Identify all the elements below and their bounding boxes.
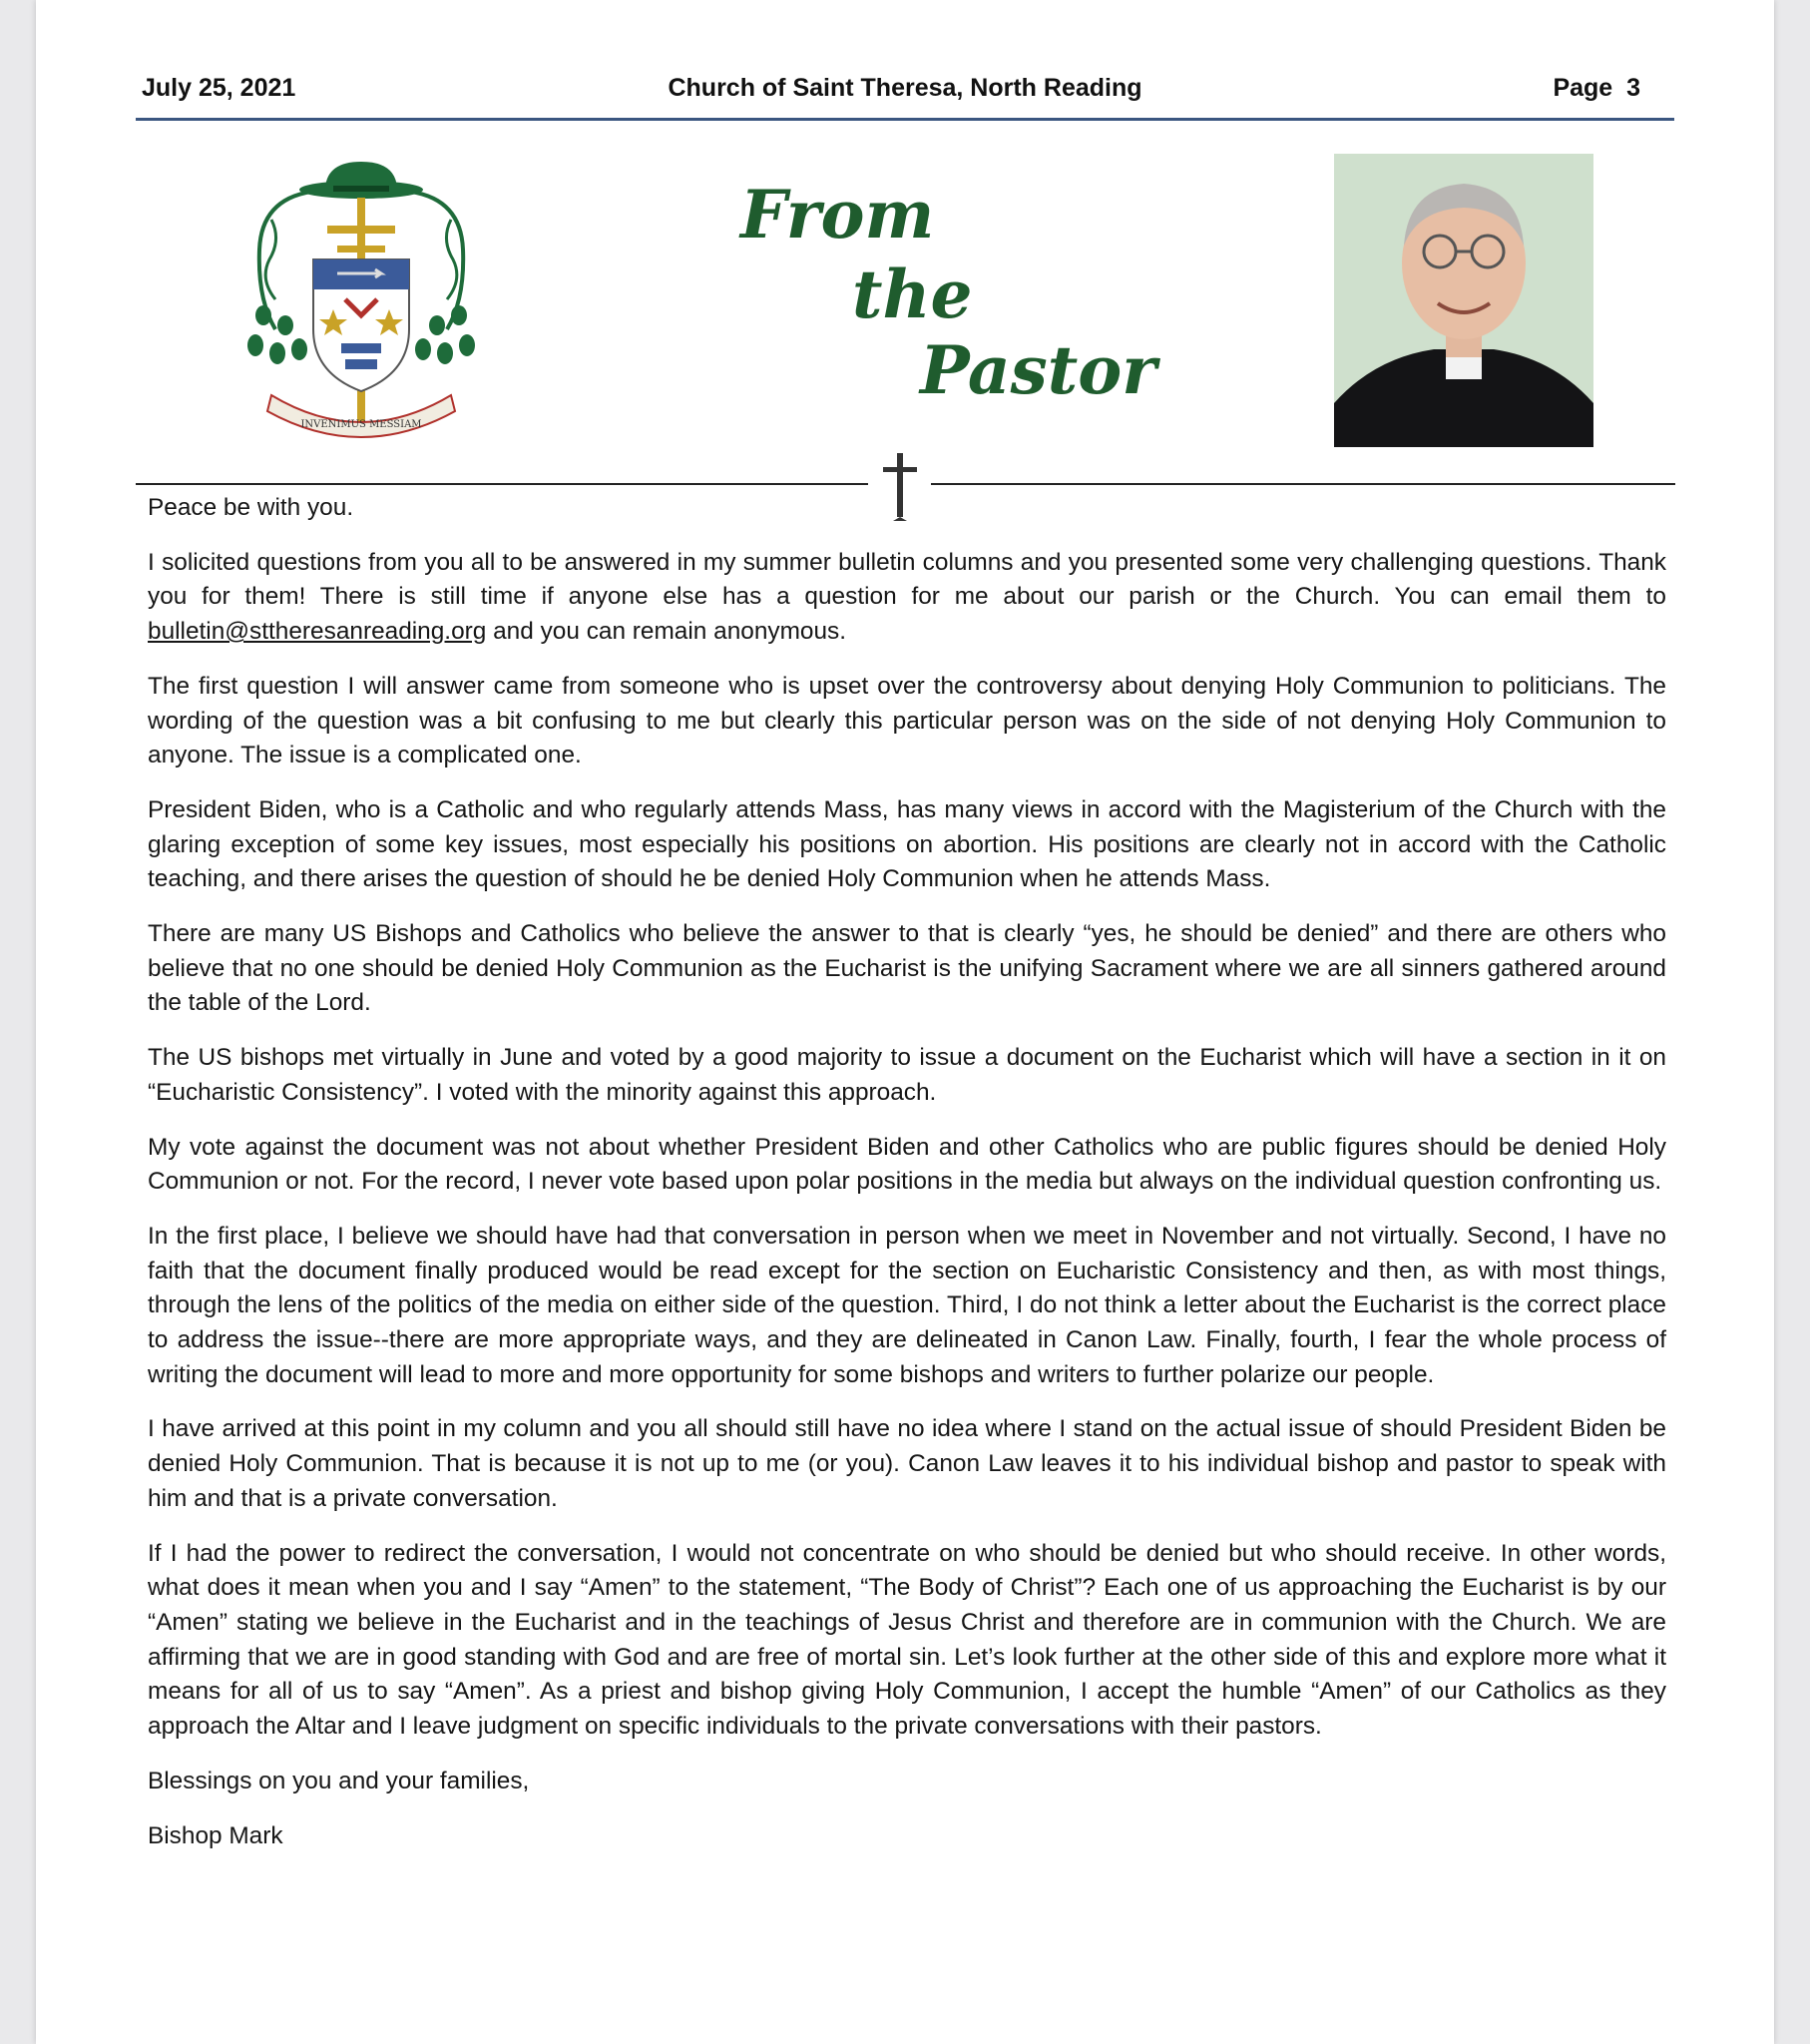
crest-motto: INVENIMUS MESSIAM xyxy=(300,419,422,430)
paragraph-5: The US bishops met virtually in June and voted by a good majority to issue a document on the Eucharist which will have a section in it on “Eucharistic Consistency”. I voted with the minority against this approach. xyxy=(148,1044,1666,1106)
title-the: the xyxy=(852,256,973,333)
paragraph-2: The first question I will answer came from someone who is upset over the controversy about denying Holy Communion to politicians. The wording of the question was a bit confusing to me but clearly this particular person was on the side of not denying Holy Communion to anyone. The issue is a complicated one. xyxy=(148,672,1666,769)
greeting: Peace be with you. xyxy=(148,494,354,521)
pastor-portrait xyxy=(1334,154,1593,447)
paragraph-9: If I had the power to redirect the conversation, I would not concentrate on who should be denied but who should receive. In other words, what does it mean when you and I say “Amen” to the statement, “The Body of Christ”? Each one of us approaching the Eucharist is by our “Amen” stating we believe in the Eucharist and in the teachings of Jesus Christ and therefore are in communion with the Church. We are affirming that we are in good standing with God and are free of mortal sin. Let’s look further at the other side of this and explore more what it means for all of us to say “Amen”. As a priest and bishop giving Holy Communion, I accept the humble “Amen” of our Catholics as they approach the Altar and I leave judgment on specific individuals to the private conversations with their pastors. xyxy=(148,1539,1666,1741)
paragraph-7: In the first place, I believe we should have had that conversation in person when we meet in November and not virtually. Second, I have no faith that the document finally produced would be read except for the section on Eucharistic Consistency and then, as with most things, through the lens of the politics of the media on either side of the question. Third, I do not think a letter about the Eucharist is the correct place to address the issue--there are more appropriate ways, and they are delineated in Canon Law. Finally, fourth, I fear the whole process of writing the document will lead to more and more opportunity for some bishops and writers to further polarize our people. xyxy=(148,1222,1666,1388)
header-date: July 25, 2021 xyxy=(142,74,296,102)
header-parish-name: Church of Saint Theresa, North Reading xyxy=(668,74,1142,102)
title-from: From xyxy=(740,176,935,254)
paragraph-3: President Biden, who is a Catholic and who regularly attends Mass, has many views in accord with the Magisterium of the Church with the glaring exception of some key issues, most especially his positions on abortion. His positions are clearly not in accord with the Catholic teaching, and there arises the question of should he be denied Holy Communion when he attends Mass. xyxy=(148,795,1666,893)
paragraph-1 xyxy=(148,546,1666,650)
section-divider-left xyxy=(136,483,868,485)
bulletin-email-link[interactable]: bulletin@sttheresanreading.org xyxy=(148,618,487,646)
paragraph-8: I have arrived at this point in my column and you all should still have no idea where I stand on the actual issue of should President Biden be denied Holy Communion. That is because it is not up to me (or you). Canon Law leaves it to his individual bishop and pastor to speak with him and that is a private conversation. xyxy=(148,1415,1666,1512)
title-pastor: Pastor xyxy=(920,331,1157,409)
pastor-letter xyxy=(148,491,1666,1873)
bulletin-page xyxy=(36,0,1774,2044)
paragraph-6: My vote against the document was not about whether President Biden and other Catholics who are public figures should be denied Holy Communion or not. For the record, I never vote based upon polar positions in the media but always on the individual question confronting us. xyxy=(148,1133,1666,1196)
paragraph-1-end: and you can remain anonymous. xyxy=(486,618,846,646)
coat-of-arms-icon xyxy=(241,160,481,449)
paragraph-4: There are many US Bishops and Catholics who believe the answer to that is clearly “yes, he should be denied” and there are others who believe that no one should be denied Holy Communion as the Eucharist is the unifying Sacrament where we are all sinners gathered around the table of the Lord. xyxy=(148,920,1666,1017)
signature: Bishop Mark xyxy=(148,1821,283,1849)
header-page-number: Page 3 xyxy=(1553,74,1640,102)
paragraph-1-start: I solicited questions from you all to be answered in my summer bulletin columns and you presented some very challenging questions. Thank you for them! There is still time if anyone else has a question for me about our parish or the Church. You can email them to xyxy=(148,548,1666,611)
header-divider xyxy=(136,118,1674,121)
section-divider-right xyxy=(931,483,1675,485)
closing: Blessings on you and your families, xyxy=(148,1767,530,1794)
